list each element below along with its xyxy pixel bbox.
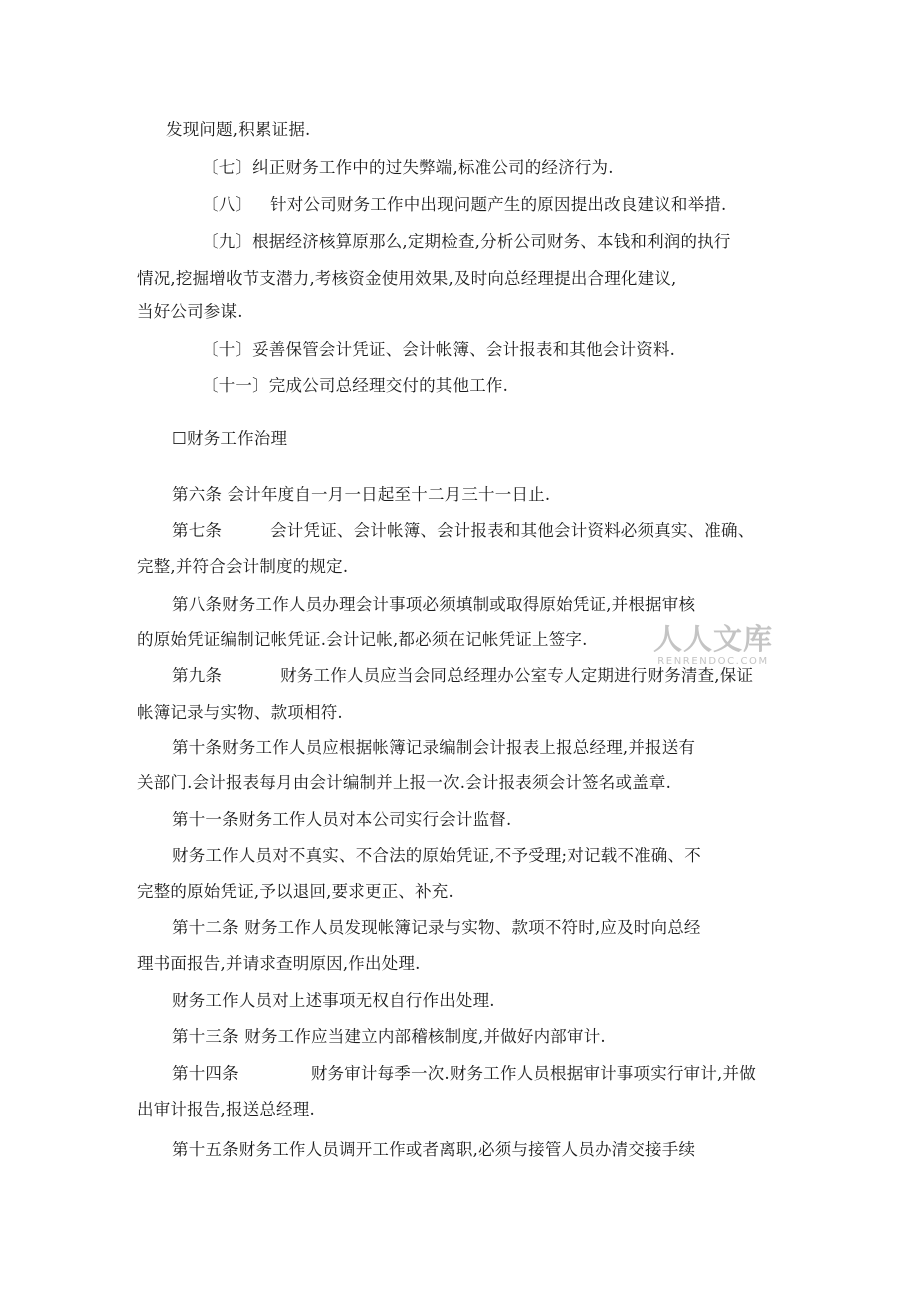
- text-line: 理书面报告,并请求查明原因,作出处理.: [137, 954, 421, 973]
- text-line: 完整的原始凭证,予以退回,要求更正、补充.: [137, 882, 454, 901]
- article-line: 第十条财务工作人员应根据帐簿记录编制会计报表上报总经理,并报送有: [172, 738, 696, 757]
- article-text: 财务工作人员应当会同总经理办公室专人定期进行财务清查,保证: [280, 666, 754, 685]
- article-line: 第十五条财务工作人员调开工作或者离职,必须与接管人员办清交接手续: [172, 1140, 696, 1159]
- watermark-sub-text: RENRENDOC.COM: [657, 656, 769, 667]
- article-line: [172, 666, 753, 686]
- text-line: 出审计报告,报送总经理.: [137, 1100, 315, 1119]
- text-line: 关部门.会计报表每月由会计编制并上报一次.会计报表须会计签名或盖章.: [137, 773, 672, 792]
- text-line: 〔七〕纠正财务工作中的过失弊端,标准公司的经济行为.: [202, 158, 614, 177]
- article-line: 第十二条 财务工作人员发现帐簿记录与实物、款项不符时,应及时向总经: [172, 918, 701, 937]
- article-number: 第九条: [172, 666, 223, 685]
- article-line: 第十一条财务工作人员对本公司实行会计监督.: [172, 810, 512, 829]
- section-heading: ☐财务工作治理: [172, 429, 288, 448]
- text-line: 〔九〕根据经济核算原那么,定期检查,分析公司财务、本钱和利润的执行: [202, 232, 731, 251]
- text-line: 财务工作人员对不真实、不合法的原始凭证,不予受理;对记载不准确、不: [172, 846, 701, 865]
- article-text: 财务审计每季一次.财务工作人员根据审计事项实行审计,并做: [310, 1064, 756, 1083]
- watermark-logo: [650, 622, 776, 668]
- text-line: 〔十〕妥善保管会计凭证、会计帐簿、会计报表和其他会计资料.: [202, 340, 676, 359]
- article-line: [172, 1064, 756, 1084]
- article-line: [172, 521, 754, 541]
- item-number: 〔八〕: [202, 195, 253, 214]
- article-text: 会计凭证、会计帐簿、会计报表和其他会计资料必须真实、准确、: [270, 521, 755, 540]
- text-line: 情况,挖掘增收节支潜力,考核资金使用效果,及时向总经理提出合理化建议,: [137, 269, 677, 288]
- article-line: 第六条 会计年度自一月一日起至十二月三十一日止.: [172, 485, 551, 504]
- item-text: 针对公司财务工作中出现问题产生的原因提出改良建议和举措.: [270, 195, 727, 214]
- watermark-main-text: 人人文库: [652, 622, 773, 656]
- article-line: 第十三条 财务工作应当建立内部稽核制度,并做好内部审计.: [172, 1027, 606, 1046]
- text-line: 当好公司参谋.: [137, 302, 243, 321]
- text-line: 〔十一〕完成公司总经理交付的其他工作.: [202, 376, 509, 395]
- article-number: 第七条: [172, 521, 223, 540]
- text-line: 发现问题,积累证据.: [166, 120, 311, 139]
- text-line: 财务工作人员对上述事项无权自行作出处理.: [172, 991, 495, 1010]
- article-line: 第八条财务工作人员办理会计事项必须填制或取得原始凭证,并根据审核: [172, 595, 696, 614]
- article-number: 第十四条: [172, 1064, 239, 1083]
- text-line: 完整,并符合会计制度的规定.: [137, 557, 349, 576]
- text-line: 的原始凭证编制记帐凭证.会计记帐,都必须在记帐凭证上签字.: [137, 630, 588, 649]
- text-line: 帐簿记录与实物、款项相符.: [137, 703, 343, 722]
- text-line: [202, 195, 726, 215]
